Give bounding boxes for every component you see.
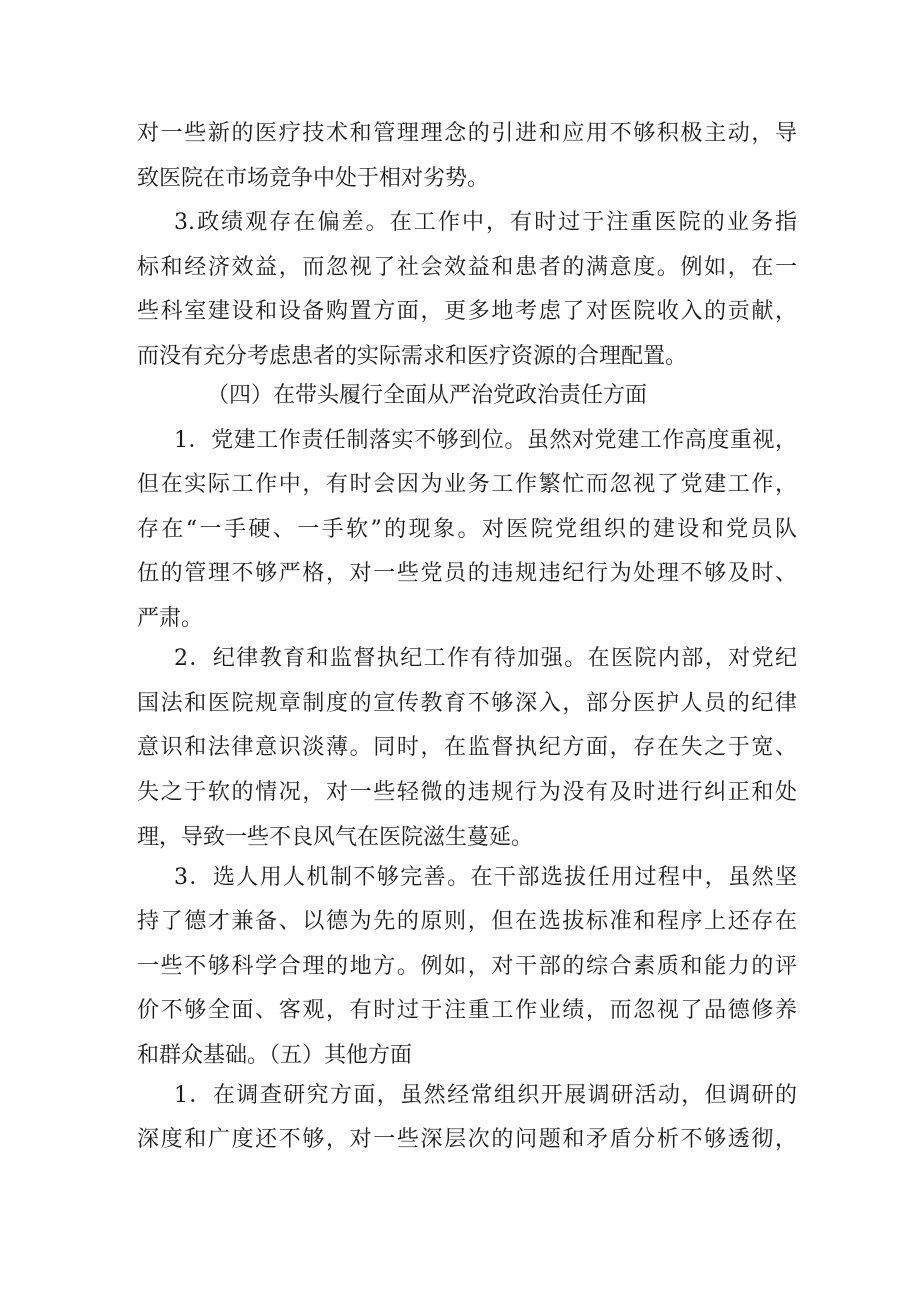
text-line: 持了德才兼备、以德为先的原则，但在选拔标准和程序上还存在 xyxy=(137,909,797,934)
section-heading: （四）在带头履行全面从严治党政治责任方面 xyxy=(207,383,648,408)
text-line: 深度和广度还不够，对一些深层次的问题和矛盾分析不够透彻， xyxy=(137,1127,797,1152)
text-line: 伍的管理不够严格，对一些党员的违规违纪行为处理不够及时、 xyxy=(137,561,797,586)
text-line: 存在“一手硬、一手软”的现象。对医院党组织的建设和党员队 xyxy=(137,517,797,542)
paragraph-first-line: 1．党建工作责任制落实不够到位。虽然对党建工作高度重视， xyxy=(174,428,797,453)
text-line: 理，导致一些不良风气在医院滋生蔓延。 xyxy=(137,825,534,850)
text-line: 国法和医院规章制度的宣传教育不够深入，部分医护人员的纪律 xyxy=(137,691,797,716)
text-line: 失之于软的情况，对一些轻微的违规行为没有及时进行纠正和处 xyxy=(137,780,797,805)
text-line: 严肃。 xyxy=(137,606,204,631)
text-line: 一些不够科学合理的地方。例如，对干部的综合素质和能力的评 xyxy=(137,954,797,979)
text-line: 致医院在市场竞争中处于相对劣势。 xyxy=(137,166,490,191)
text-line: 对一些新的医疗技术和管理理念的引进和应用不够积极主动，导 xyxy=(137,121,797,146)
text-line: 标和经济效益，而忽视了社会效益和患者的满意度。例如，在一 xyxy=(137,255,797,280)
text-line: 和群众基础。（五）其他方面 xyxy=(137,1043,413,1068)
text-line: 但在实际工作中，有时会因为业务工作繁忙而忽视了党建工作， xyxy=(137,472,797,497)
paragraph-first-line: 2．纪律教育和监督执纪工作有待加强。在医院内部，对党纪 xyxy=(174,646,797,671)
paragraph-first-line: 3．选人用人机制不够完善。在干部选拔任用过程中，虽然坚 xyxy=(174,865,797,890)
paragraph-first-line: 3.政绩观存在偏差。在工作中，有时过于注重医院的业务指 xyxy=(174,210,797,235)
text-line: 意识和法律意识淡薄。同时，在监督执纪方面，存在失之于宽、 xyxy=(137,735,797,760)
text-line: 些科室建设和设备购置方面，更多地考虑了对医院收入的贡献， xyxy=(137,299,797,324)
text-line: 价不够全面、客观，有时过于注重工作业绩，而忽视了品德修养 xyxy=(137,998,797,1023)
text-line: 而没有充分考虑患者的实际需求和医疗资源的合理配置。 xyxy=(137,344,688,369)
paragraph-first-line: 1．在调查研究方面，虽然经常组织开展调研活动，但调研的 xyxy=(174,1083,797,1108)
